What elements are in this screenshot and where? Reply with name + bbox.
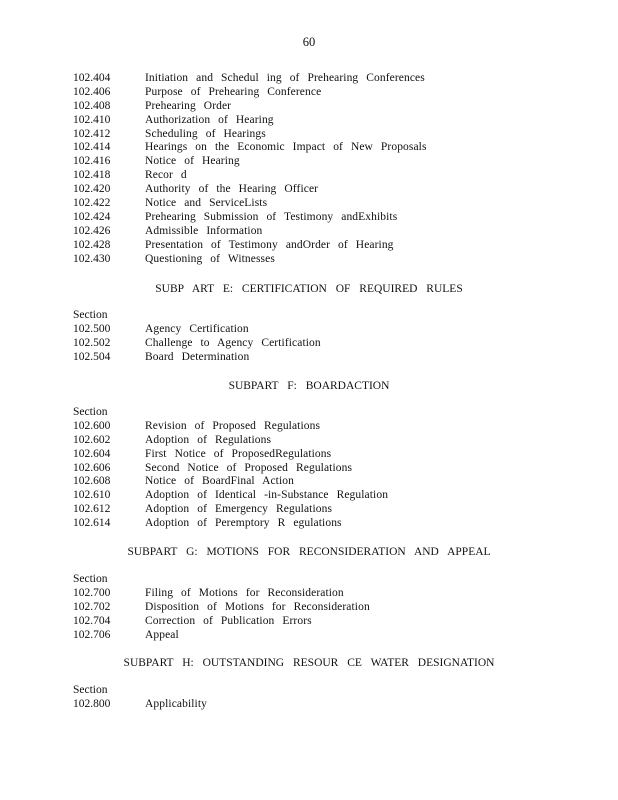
section-number: 102.420 (73, 183, 111, 196)
list-item (73, 475, 593, 489)
section-title: Adoption of Emergency Regulations (145, 503, 333, 516)
list-item (73, 239, 593, 253)
list-item (73, 629, 593, 643)
section-title: Purpose of Prehearing Conference (145, 85, 322, 98)
section-number: 102.428 (73, 238, 111, 251)
section-title: Notice and ServiceLists (145, 197, 268, 210)
list-item (73, 225, 593, 239)
section-title: Hearings on the Economic Impact of New Proposals (145, 141, 427, 154)
section-number: 102.610 (73, 489, 111, 502)
section-list-g (73, 573, 593, 642)
list-item (73, 86, 593, 100)
section-number: 102.502 (73, 336, 111, 349)
section-title: Authorization of Hearing (145, 113, 274, 126)
section-number: 102.426 (73, 224, 111, 237)
section-title: Board Determination (145, 350, 250, 363)
section-number: 102.412 (73, 127, 111, 140)
section-number: 102.430 (73, 252, 111, 265)
section-title: Correction of Publication Errors (145, 614, 312, 627)
section-number: 102.422 (73, 197, 111, 210)
section-title: Appeal (145, 628, 179, 641)
list-item (73, 448, 593, 462)
list-item (73, 128, 593, 142)
list-item (73, 698, 593, 712)
section-title: Authority of the Hearing Officer (145, 183, 319, 196)
list-item (73, 434, 593, 448)
section-number: 102.416 (73, 155, 111, 168)
section-title: Scheduling of Hearings (145, 127, 266, 140)
section-title: Initiation and Schedul ing of Prehearing Conferences (145, 72, 425, 84)
section-label: Section (73, 309, 108, 321)
section-number: 102.410 (73, 113, 111, 126)
section-number: 102.500 (73, 322, 111, 335)
section-number: 102.600 (73, 419, 111, 432)
list-item (73, 503, 593, 517)
list-item (73, 72, 593, 86)
section-list-e (73, 309, 593, 365)
section-number: 102.404 (73, 72, 111, 84)
subpart-f-heading: SUBPART F: BOARDACTION (228, 380, 390, 392)
section-title: Agency Certification (145, 322, 249, 335)
list-item (73, 323, 593, 337)
list-item (73, 155, 593, 169)
section-number: 102.418 (73, 169, 111, 182)
section-number: 102.608 (73, 475, 111, 488)
section-title: Filing of Motions for Reconsideration (145, 586, 344, 599)
section-title: Recor d (145, 169, 187, 182)
section-number: 102.424 (73, 210, 111, 223)
section-title: Admissible Information (145, 224, 263, 237)
section-title: Second Notice of Proposed Regulations (145, 461, 353, 474)
section-title: Questioning of Witnesses (145, 252, 275, 265)
section-title: Revision of Proposed Regulations (145, 419, 321, 432)
list-item (73, 420, 593, 434)
list-item (73, 489, 593, 503)
section-number: 102.414 (73, 141, 111, 154)
section-number: 102.406 (73, 85, 111, 98)
section-number: 102.706 (73, 628, 111, 641)
list-item (73, 587, 593, 601)
section-number: 102.602 (73, 433, 111, 446)
section-title: Applicability (145, 697, 207, 710)
section-number: 102.702 (73, 600, 111, 613)
page-number: 60 (302, 35, 316, 49)
section-number: 102.606 (73, 461, 111, 474)
list-item (73, 462, 593, 476)
section-title: Notice of BoardFinal Action (145, 475, 294, 488)
section-title: First Notice of ProposedRegulations (145, 447, 332, 460)
section-title: Adoption of Regulations (145, 433, 272, 446)
list-item (73, 197, 593, 211)
section-number: 102.612 (73, 503, 111, 516)
list-item (73, 141, 593, 155)
section-list-h (73, 684, 593, 712)
section-number: 102.408 (73, 99, 111, 112)
section-list-f (73, 406, 593, 531)
section-title: Notice of Hearing (145, 155, 240, 168)
section-number: 102.704 (73, 614, 111, 627)
section-title: Prehearing Submission of Testimony andExhibits (145, 210, 398, 223)
section-list-a (73, 72, 593, 266)
list-item (73, 337, 593, 351)
section-number: 102.700 (73, 586, 111, 599)
list-item (73, 211, 593, 225)
list-item (73, 183, 593, 197)
list-item (73, 114, 593, 128)
list-item (73, 169, 593, 183)
section-title: Challenge to Agency Certification (145, 336, 321, 349)
subpart-e-heading: SUBP ART E: CERTIFICATION OF REQUIRED RULES (155, 283, 463, 295)
subpart-h-heading: SUBPART H: OUTSTANDING RESOUR CE WATER DESIGNATION (123, 657, 495, 669)
section-label: Section (73, 684, 108, 696)
section-number: 102.504 (73, 350, 111, 363)
list-item (73, 253, 593, 267)
list-item (73, 351, 593, 365)
section-title: Adoption of Peremptory R egulations (145, 517, 342, 530)
list-item (73, 517, 593, 531)
section-title: Prehearing Order (145, 99, 232, 112)
section-title: Disposition of Motions for Reconsideration (145, 600, 370, 613)
list-item (73, 615, 593, 629)
section-label: Section (73, 573, 108, 585)
section-number: 102.604 (73, 447, 111, 460)
list-item (73, 601, 593, 615)
section-number: 102.614 (73, 517, 111, 530)
section-title: Presentation of Testimony andOrder of Hearing (145, 238, 394, 251)
section-number: 102.800 (73, 697, 111, 710)
subpart-g-heading: SUBPART G: MOTIONS FOR RECONSIDERATION AND APPEAL (127, 546, 491, 558)
list-item (73, 100, 593, 114)
section-title: Adoption of Identical -in-Substance Regulation (145, 489, 389, 502)
section-label: Section (73, 406, 108, 418)
